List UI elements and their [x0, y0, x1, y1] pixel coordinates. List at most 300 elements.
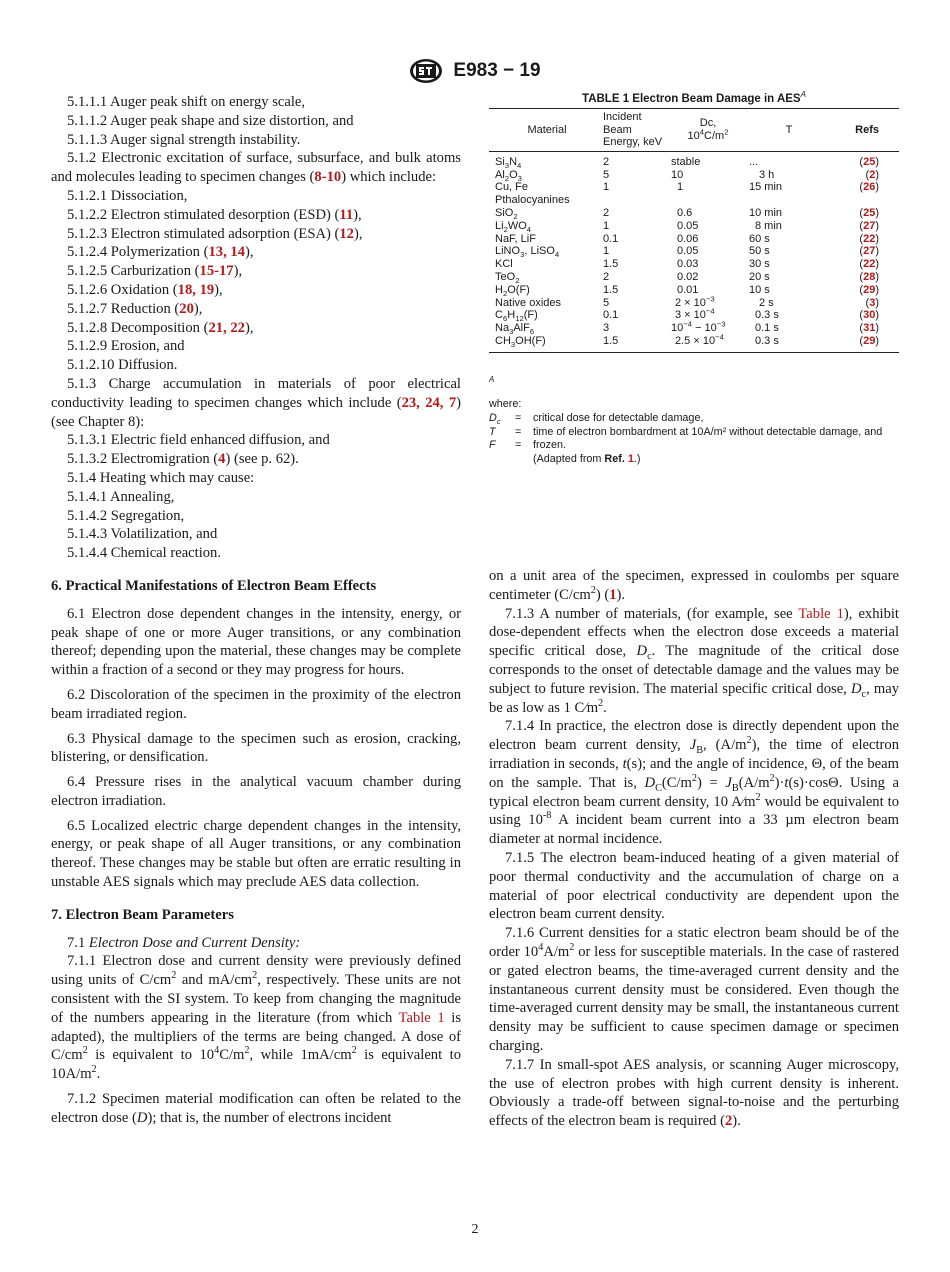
reference-link[interactable]: 31 [863, 322, 876, 335]
text-span: 5.1.2.5 Carburization ( [67, 263, 200, 280]
text-span: and mA/cm [176, 972, 253, 989]
superscript: 2 [691, 772, 698, 784]
reference-link[interactable]: 30 [863, 309, 876, 322]
superscript: 4 [214, 1045, 220, 1057]
col-header-energy: Incident Beam Energy, keV [601, 109, 669, 152]
cell-ref [831, 245, 899, 258]
list-item: 5.1.4.2 Segregation, [67, 507, 185, 524]
cell-t: 60 s [749, 232, 770, 245]
text-span: ) [875, 219, 879, 232]
text-span: A/m [543, 943, 570, 960]
cell-material: KCl [495, 258, 513, 271]
subscript: 3 [509, 327, 514, 337]
text-span: OH(F) [515, 334, 546, 347]
superscript: 2 [252, 970, 258, 982]
cell-t: 10 min [749, 206, 783, 219]
table-row [489, 297, 899, 310]
subscript: 4 [526, 224, 532, 234]
subscript: C [655, 782, 662, 794]
cell-material [489, 151, 601, 168]
subscript: c [647, 651, 652, 663]
paragraph-7-1-3 [489, 605, 899, 718]
reference-link[interactable]: 27 [863, 219, 876, 232]
paragraph-5-1-2 [51, 149, 461, 187]
subscript: 3 [504, 160, 510, 170]
cell-dc: 0.01 [677, 283, 699, 296]
text-span: Ref. [604, 452, 628, 465]
cell-material: NaF, LiF [495, 232, 536, 245]
cell-t: 15 min [749, 181, 783, 194]
text-span: 2.5 × 10 [675, 334, 716, 347]
reference-link[interactable]: 18, 19 [177, 281, 215, 298]
cell-ref [831, 151, 899, 168]
table-row [489, 151, 899, 168]
text-span: ); that is, the number of electrons incident [147, 1109, 392, 1126]
list-item: 5.1.4.4 Chemical reaction. [67, 545, 221, 562]
superscript: 2 [351, 1045, 357, 1057]
cell-energy: 3 [603, 322, 610, 335]
damage-table [489, 108, 899, 353]
superscript: −4 [683, 319, 693, 329]
cell-t: 50 s [749, 245, 770, 258]
cell-dc: 10 [671, 168, 684, 181]
cell-material [489, 322, 601, 335]
cell-material: Cu, Fe Pthalocyanines [495, 181, 570, 207]
list-item: 5.1.4.3 Volatilization, and [67, 526, 218, 543]
cell-t: 10 s [749, 283, 770, 296]
cell-energy: 2 [603, 206, 610, 219]
symbol: D [644, 774, 656, 791]
reference-link[interactable]: 29 [863, 334, 876, 347]
reference-link[interactable]: 2 [724, 1113, 733, 1130]
list-item: 5.1.4.1 Annealing, [67, 488, 175, 505]
text-span: ), [244, 319, 254, 336]
cell-dc: 1 [677, 181, 684, 194]
subscript: 3 [520, 250, 525, 260]
text-span: ) [875, 232, 879, 245]
cell-dc [669, 319, 747, 335]
paragraph-7-1-6 [489, 924, 899, 1056]
text-span: Na [495, 322, 510, 335]
cell-dc: 0.06 [677, 232, 699, 245]
text-span: A incident beam current into a 33 µm electron beam diameter at normal incidence. [489, 812, 899, 848]
symbol: D [850, 680, 862, 697]
subscript: 2 [502, 288, 508, 298]
subscript: 12 [515, 314, 524, 324]
text-span: ( [859, 258, 864, 271]
table-footnote [489, 359, 899, 467]
text-span: ) [875, 309, 879, 322]
cell-dc [669, 306, 747, 322]
superscript: 2 [91, 1064, 97, 1076]
text-span: is equivalent to 10A/m [51, 1047, 461, 1083]
cell-energy: 1.5 [603, 258, 619, 271]
text-span: 7.1.6 Current densities for a static electron beam should be of the order 10 [489, 925, 899, 960]
symbol: J [689, 737, 697, 754]
text-span: (s); and the angle of incidence, Θ, of the beam on the sample. That is, [489, 755, 899, 791]
footnote-definitions [489, 412, 899, 466]
text-span: ) [875, 181, 879, 194]
paragraph-6-3: 6.3 Physical damage to the specimen such as erosion, cracking, blistering, or densification. [51, 730, 461, 766]
definition-text: time of electron bombardment at 10A/m² without detectable damage, and [533, 425, 883, 438]
symbol: D [636, 643, 648, 660]
reference-link[interactable]: 12 [339, 225, 354, 242]
definition-symbol [489, 412, 515, 426]
paragraph-7-1-2-continued [489, 567, 899, 605]
cell-dc: 0.05 [677, 245, 699, 258]
section-heading-7: 7. Electron Beam Parameters [51, 906, 234, 923]
astm-logo-icon [409, 58, 443, 84]
cell-dc [669, 332, 747, 352]
cell-energy: 1.5 [603, 283, 619, 296]
text-span: 10 [671, 322, 684, 335]
list-item: 5.1.2.10 Diffusion. [67, 357, 178, 374]
text-span: ). [732, 1113, 741, 1130]
reference-link[interactable]: 22 [863, 232, 876, 245]
reference-link[interactable]: 3 [869, 296, 876, 309]
subscript: 6 [529, 327, 535, 337]
table-row [489, 335, 899, 352]
subscript: 6 [502, 314, 508, 324]
table-1-block [489, 90, 899, 466]
text-span: ), [353, 225, 363, 242]
cell-ref [831, 271, 899, 284]
reference-link[interactable]: 25 [863, 206, 876, 219]
subscript: B [696, 745, 704, 757]
text-span: 5.1.2.3 Electron stimulated adsorption (ESA) ( [67, 225, 340, 242]
text-span: Al [495, 168, 505, 181]
cell-dc: 0.6 [677, 206, 693, 219]
superscript: −3 [716, 319, 726, 329]
text-span: ( [859, 334, 864, 347]
reference-link[interactable]: 20 [179, 300, 194, 317]
superscript: 2 [769, 772, 775, 784]
paragraph-7-1-7 [489, 1056, 899, 1131]
text-span: 7.1 [67, 934, 89, 951]
cell-energy: 1 [603, 181, 610, 194]
cell-dc: 0.05 [677, 219, 699, 232]
text-span: ( [859, 219, 864, 232]
superscript: 2 [171, 970, 177, 982]
text-span: is equivalent to 10 [87, 1047, 215, 1064]
page-number: 2 [471, 1222, 479, 1237]
text-span: Si [495, 155, 505, 168]
symbol: J [725, 774, 732, 791]
text-span: ), [353, 206, 362, 223]
paragraph-7-1-5: 7.1.5 The electron beam-induced heating of a given material of poor thermal conductivity and the accumulation of charge on a material of poor electrical conductivity are dependent upon the electron beam current density. [489, 849, 899, 923]
text-span: 5.1.2.6 Oxidation ( [67, 281, 178, 298]
text-span: ( [859, 283, 864, 296]
cell-material [489, 207, 601, 220]
paragraph-6-2: 6.2 Discoloration of the specimen in the proximity of the electron beam irradiated region. [51, 686, 461, 722]
list-item: 5.1.1.1 Auger peak shift on energy scale, [67, 94, 306, 110]
text-span: 5.1.3 Charge accumulation in materials of poor electrical conductivity leading to specimen changes which include ( [51, 375, 461, 411]
paragraph-6-4: 6.4 Pressure rises in the analytical vacuum chamber during electron irradiation. [51, 774, 461, 809]
text-span: H [507, 309, 516, 322]
definition-equals: = [515, 411, 522, 424]
reference-link[interactable]: 11 [339, 206, 354, 223]
subscript: 4 [554, 250, 560, 260]
text-span: , (A/m [703, 737, 747, 754]
definition-text: critical dose for detectable damage, [533, 411, 704, 424]
text-span: C/m [219, 1047, 245, 1064]
text-span: ), [214, 281, 223, 298]
cell-dc: stable [671, 155, 701, 168]
text-span: ) [875, 258, 879, 271]
definition-symbol: F [489, 439, 496, 452]
table-row [489, 284, 899, 297]
text-span: (F) [523, 309, 538, 322]
list-item [51, 281, 461, 300]
subscript: B [731, 782, 739, 794]
text-span: 5.1.2.7 Reduction ( [67, 300, 180, 317]
list-item [51, 206, 461, 225]
text-span: 7.1.4 In practice, the electron dose is directly dependent upon the electron beam current density, [489, 718, 899, 754]
reference-link[interactable]: 8-10 [314, 169, 342, 186]
definition-equals: = [515, 439, 522, 452]
text-span: ) [875, 206, 879, 219]
text-span: 5.1.2.2 Electron stimulated desorption (ESD) ( [67, 206, 340, 223]
text-span: ) = [697, 774, 726, 791]
text-span: 7.1.2 Specimen material modification can often be related to the electron dose ( [51, 1091, 461, 1126]
text-span: ( [859, 155, 864, 168]
definition-symbol: T [489, 425, 496, 438]
cell-t: ... [749, 155, 759, 168]
adapted-note [533, 453, 899, 467]
text-span: (s)·cosΘ. Using a typical electron beam current density, 10 A⁄m [489, 774, 900, 810]
text-span: ( [859, 232, 864, 245]
cell-material [489, 335, 601, 352]
table-row [489, 220, 899, 233]
superscript: −4 [715, 332, 724, 342]
reference-link[interactable]: 23, 24, 7 [401, 394, 457, 411]
paragraph-7-1 [51, 934, 461, 953]
text-span: O(F) [507, 283, 530, 296]
superscript: 4 [538, 942, 544, 954]
text-span: ( [859, 245, 864, 258]
cell-material [489, 245, 601, 258]
adapted-ref [604, 453, 633, 465]
text-span: TeO [495, 270, 516, 283]
cell-dc: 0.02 [677, 270, 699, 283]
text-span: (A/m [738, 774, 770, 791]
table-row [489, 233, 899, 246]
cell-material [489, 169, 601, 182]
footnote-mark: A [489, 374, 495, 384]
table-row [489, 181, 899, 207]
list-item: 5.1.1.2 Auger peak shape and size distortion, and [67, 112, 354, 129]
text-span: ( [865, 296, 870, 309]
table-row [489, 258, 899, 271]
cell-ref [831, 233, 899, 246]
definition-equals: = [515, 425, 522, 438]
list-item: 5.1.2.1 Dissociation, [67, 187, 188, 204]
text-span: ), [193, 300, 203, 317]
text-span: ) which include: [341, 169, 437, 186]
cell-material [489, 271, 601, 284]
reference-link[interactable]: 25 [863, 155, 876, 168]
text-span: ). [616, 586, 626, 603]
text-span: , LiSO [524, 245, 555, 258]
text-span: ), [233, 263, 243, 280]
cell-ref [831, 335, 899, 352]
text-span: ( [859, 309, 864, 322]
cell-ref [831, 181, 899, 207]
superscript: 2 [569, 942, 575, 954]
text-span: (C/m [661, 774, 692, 791]
text-span: TABLE 1 Electron Beam Damage in AES [582, 93, 801, 105]
text-span: on a unit area of the specimen, expressed in coulombs per square centimeter (C/cm [489, 568, 899, 603]
text-span: ) [875, 155, 879, 168]
cell-ref [831, 220, 899, 233]
definition-text: frozen. [533, 439, 567, 452]
text-span: CH [495, 334, 511, 347]
table-row [489, 207, 899, 220]
text-span: O [509, 168, 518, 181]
text-span: N [509, 155, 518, 168]
list-item [51, 225, 461, 244]
text-span: , while 1mA/cm [249, 1047, 352, 1064]
text-span: 7.1.1 Electron dose and current density were previously defined using units of C/cm [51, 953, 461, 989]
text-span: C [495, 309, 503, 322]
cell-dc: 0.03 [677, 258, 699, 271]
cell-t: 8 min [755, 219, 782, 232]
subscript: 2 [504, 173, 510, 183]
reference-link[interactable]: 28 [863, 270, 876, 283]
text-span: ) [875, 245, 879, 258]
reference-link[interactable]: 4 [218, 451, 226, 468]
footnote-where: where: [489, 398, 522, 411]
cell-energy: 2 [603, 155, 610, 168]
text-span: D [489, 411, 497, 424]
col-header-dc [669, 109, 747, 152]
superscript: 2 [244, 1045, 250, 1057]
subscript: 2 [513, 212, 518, 222]
text-span: 5.1.2.8 Decomposition ( [67, 319, 209, 336]
paragraph-7-1-2 [51, 1090, 461, 1128]
symbol: D [136, 1109, 148, 1126]
list-item: 5.1.2.9 Erosion, and [67, 338, 185, 355]
text-span: ) [875, 322, 879, 335]
text-span: ( [859, 181, 864, 194]
text-span: or less for susceptible materials. In the case of rastered or gated electron beams, the time-averaged current density and the instantaneous current density must be considered. Even though the time-averaged current density may be small, the instantaneous current density may be sufficient to cause specimen damage or specimen charging. [489, 943, 899, 1054]
cell-energy: 1.5 [603, 334, 619, 347]
col-header-refs: Refs [831, 109, 899, 152]
table-header-row [489, 109, 899, 152]
reference-link[interactable]: 26 [863, 181, 876, 194]
symbol: t [784, 774, 789, 791]
text-span: ), the time of electron irradiation in seconds, [489, 737, 899, 772]
list-item: 5.1.4 Heating which may cause: [67, 469, 255, 486]
cell-ref [831, 322, 899, 335]
text-span: 5.1.2.4 Polymerization ( [67, 244, 209, 261]
table-row [489, 169, 899, 182]
superscript: 4 [699, 127, 705, 137]
symbol: t [622, 755, 627, 772]
reference-link[interactable]: 27 [863, 245, 876, 258]
text-span: LiNO [495, 245, 521, 258]
table-1-link[interactable]: Table 1 [798, 605, 844, 622]
table-row [489, 309, 899, 322]
text-span: WO [507, 219, 527, 232]
superscript: 2 [755, 791, 761, 803]
cell-t: 3 h [759, 168, 775, 181]
list-item [51, 450, 461, 469]
paragraph-7-1-4 [489, 717, 899, 849]
table-row [489, 322, 899, 335]
reference-link[interactable]: 1 [609, 586, 617, 603]
list-item: 5.1.3.1 Electric field enhanced diffusion, and [67, 432, 330, 449]
cell-energy: 0.1 [603, 309, 619, 322]
text-span: ) [875, 296, 879, 309]
text-span: ( [859, 206, 864, 219]
cell-t: 20 s [749, 270, 770, 283]
text-span: ) [875, 283, 879, 296]
text-span: 10 [687, 129, 700, 142]
subscript: c [861, 688, 867, 700]
table-1-link[interactable]: Table 1 [398, 1009, 445, 1026]
text-span: 5.1.2 Electronic excitation of surface, subsurface, and bulk atoms and molecules leading to specimen changes ( [51, 150, 461, 186]
cell-material [489, 220, 601, 233]
text-span: . [96, 1066, 101, 1083]
text-span: AlF [513, 322, 530, 335]
reference-link[interactable]: 29 [863, 283, 876, 296]
text-span: H [495, 283, 503, 296]
document-designation: E983 − 19 [453, 60, 541, 81]
text-span: SiO [495, 206, 514, 219]
cell-t: 2 s [759, 296, 774, 309]
subscript: 4 [517, 160, 522, 170]
cell-ref [831, 309, 899, 322]
text-span: , respectively. These units are not consistent with the SI system. To keep from changing the magnitude of the numbers appearing in the literature (from which [51, 972, 461, 1026]
text-span: ( [865, 168, 870, 181]
reference-link[interactable]: 2 [869, 168, 876, 181]
cell-t: 30 s [749, 258, 770, 271]
cell-ref [831, 284, 899, 297]
col-header-t: T [747, 109, 831, 152]
cell-energy: 0.1 [603, 232, 619, 245]
text-span: 2 × 10 [675, 296, 706, 309]
text-span: would be equivalent to using 10 [489, 793, 899, 829]
reference-link[interactable]: 13, 14 [208, 244, 245, 261]
cell-t: 0.1 s [755, 322, 779, 335]
superscript: 2 [82, 1045, 88, 1057]
reference-link[interactable]: 15-17 [199, 263, 234, 280]
text-span: 7.1.7 In small-spot AES analysis, or scanning Auger microscopy, the use of electron probes with high current density is inherent. Obviously a trade-off between signal-to-noise and the perturbing effects of the electron beam is required ( [489, 1056, 899, 1130]
cell-t: 0.3 s [755, 334, 779, 347]
text-span: ( [859, 322, 864, 335]
text-span: . [603, 699, 607, 716]
superscript: −3 [705, 293, 715, 303]
cell-energy: 2 [603, 270, 610, 283]
paragraph-7-1-1 [51, 952, 461, 1084]
reference-link[interactable]: 22 [863, 258, 876, 271]
text-span: ) (see Chapter 8): [51, 394, 461, 430]
subsection-title: Electron Dose and Current Density: [88, 934, 301, 951]
cell-ref [831, 207, 899, 220]
text-span: ) ( [595, 586, 610, 603]
reference-link[interactable]: 21, 22 [208, 319, 245, 336]
reference-link[interactable]: 1 [627, 452, 634, 465]
paragraph-6-5: 6.5 Localized electric charge dependent changes in the intensity, energy, or peak shape of all Auger transitions, or any combination thereof. These changes may be stable but often are erratic resulting in unstable AES signals which may preclude AES data collection. [51, 817, 461, 891]
cell-energy: 1 [603, 219, 610, 232]
footnote-mark: A [800, 90, 806, 100]
superscript: −4 [705, 306, 715, 316]
cell-ref [831, 169, 899, 182]
text-span: Li [495, 219, 504, 232]
text-span: C/m [704, 129, 725, 142]
text-span: Dc, [699, 117, 717, 130]
